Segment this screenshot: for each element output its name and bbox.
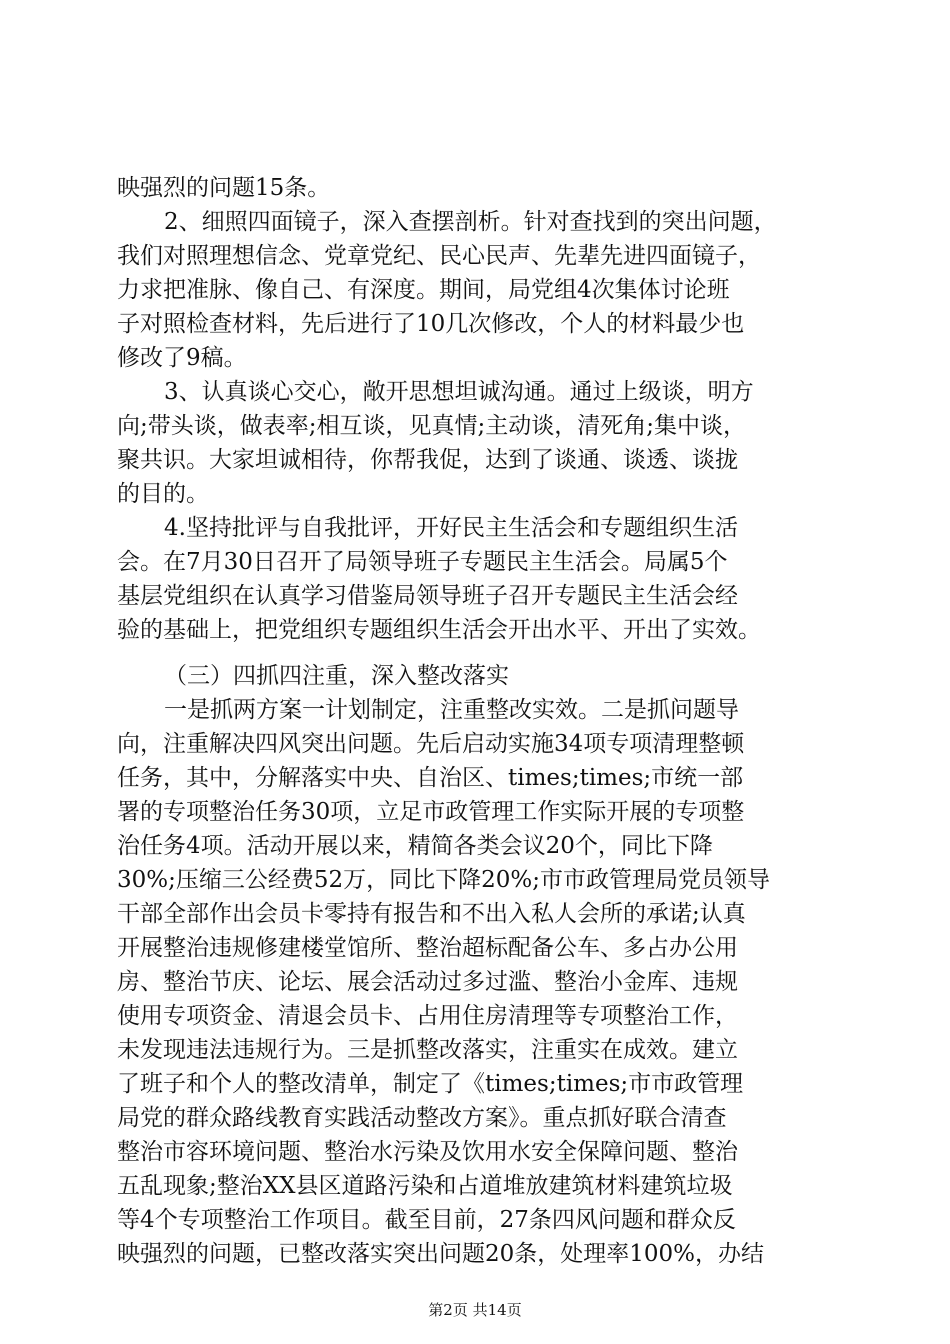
body-text-line: 30%;压缩三公经费52万，同比下降20%;市市政管理局党员领导 [117,867,771,893]
body-text-line: 向，注重解决四风突出问题。先后启动实施34项专项清理整顿 [117,731,745,757]
body-text-line: 我们对照理想信念、党章党纪、民心民声、先辈先进四面镜子， [117,243,761,269]
body-text-line: 2、细照四面镜子，深入查摆剖析。针对查找到的突出问题， [164,209,777,235]
body-text-line: 修改了9稿。 [117,345,247,371]
body-text-line: 4.坚持批评与自我批评，开好民主生活会和专题组织生活 [164,515,738,541]
body-text-line: 3、认真谈心交心，敞开思想坦诚沟通。通过上级谈，明方 [164,379,754,405]
body-text-line: 基层党组织在认真学习借鉴局领导班子召开专题民主生活会经 [117,583,738,609]
body-text-line: 使用专项资金、清退会员卡、占用住房清理等专项整治工作， [117,1003,738,1029]
body-text-line: 验的基础上，把党组织专题组织生活会开出水平、开出了实效。 [117,617,761,643]
body-text-line: 映强烈的问题，已整改落实突出问题20条，处理率100%，办结 [117,1241,765,1267]
body-text-line: 力求把准脉、像自己、有深度。期间，局党组4次集体讨论班 [117,277,730,303]
body-text-line: 未发现违法违规行为。三是抓整改落实，注重实在成效。建立 [117,1037,738,1063]
body-text-line: 向;带头谈，做表率;相互谈，见真情;主动谈，清死角;集中谈， [117,413,746,439]
body-text-line: 一是抓两方案一计划制定，注重整改实效。二是抓问题导 [164,697,739,723]
body-text-line: 开展整治违规修建楼堂馆所、整治超标配备公车、多占办公用 [117,935,738,961]
body-text-line: 了班子和个人的整改清单，制定了《times;times;市市政管理 [117,1071,744,1097]
body-text-line: 映强烈的问题15条。 [117,175,331,201]
body-text-line: 干部全部作出会员卡零持有报告和不出入私人会所的承诺;认真 [117,901,746,927]
body-text-line: 会。在7月30日召开了局领导班子专题民主生活会。局属5个 [117,549,728,575]
body-text-line: 聚共识。大家坦诚相待，你帮我促，达到了谈通、谈透、谈拢 [117,447,738,473]
section-heading: （三）四抓四注重，深入整改落实 [164,663,509,689]
body-text-line: 任务，其中，分解落实中央、自治区、times;times;市统一部 [117,765,744,791]
body-text-line: 整治市容环境问题、整治水污染及饮用水安全保障问题、整治 [117,1139,738,1165]
body-text-line: 子对照检查材料，先后进行了10几次修改，个人的材料最少也 [117,311,745,337]
body-text-line: 的目的。 [117,481,209,507]
page-number-footer: 第2页 共14页 [428,1301,522,1319]
body-text-line: 局党的群众路线教育实践活动整改方案》。重点抓好联合清查 [117,1105,727,1131]
body-text-line: 署的专项整治任务30项，立足市政管理工作实际开展的专项整 [117,799,745,825]
body-text-line: 五乱现象;整治XX县区道路污染和占道堆放建筑材料建筑垃圾 [117,1173,733,1199]
body-text-line: 房、整治节庆、论坛、展会活动过多过滥、整治小金库、违规 [117,969,738,995]
body-text-line: 治任务4项。活动开展以来，精简各类会议20个，同比下降 [117,833,713,859]
body-text-line: 等4个专项整治工作项目。截至目前，27条四风问题和群众反 [117,1207,736,1233]
